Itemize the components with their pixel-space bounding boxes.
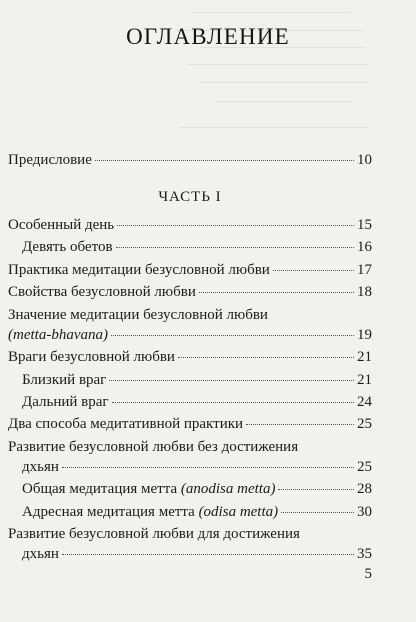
toc-entry-page: 35	[357, 546, 372, 563]
leader-dots	[178, 356, 354, 358]
toc-entry-title: Девять обетов	[22, 239, 113, 256]
leader-dots	[281, 511, 354, 513]
toc-entry-page: 28	[357, 481, 372, 498]
toc-entry-title: Предисловие	[8, 152, 92, 168]
toc-entry-line1[interactable]	[8, 437, 372, 457]
toc-entry-page: 19	[357, 326, 372, 343]
part-heading: ЧАСТЬ I	[158, 189, 222, 205]
toc-entry-page: 16	[357, 239, 372, 256]
toc-entry-title: Адресная медитация метта (odisa metta)	[22, 503, 279, 520]
leader-dots	[109, 379, 354, 381]
toc-subentry[interactable]	[8, 502, 372, 522]
toc-entry-line2[interactable]	[8, 325, 372, 345]
toc-entry-title: Особенный день	[8, 217, 115, 233]
leader-dots	[273, 269, 354, 271]
leader-dots	[111, 334, 354, 336]
toc-subentry[interactable]	[8, 370, 372, 390]
toc-entry-title: Враги безусловной любви	[8, 349, 175, 366]
toc-entry[interactable]	[8, 414, 372, 434]
toc-entry-page: 18	[357, 284, 372, 301]
toc-entry-page: 15	[357, 217, 372, 233]
leader-dots	[62, 553, 354, 555]
leader-dots	[278, 488, 354, 490]
toc-entry-line1[interactable]	[8, 524, 372, 544]
toc-entry-title: Близкий враг	[22, 371, 107, 388]
toc-entry-line2[interactable]	[8, 544, 372, 564]
toc-entry-title: Развитие безусловной любви для достижения	[8, 526, 300, 543]
toc-entry-page: 21	[357, 371, 372, 388]
leader-dots	[62, 466, 354, 468]
toc-entry-line1[interactable]	[8, 305, 372, 325]
leader-dots	[112, 401, 354, 403]
leader-dots	[95, 159, 354, 161]
toc-entry-page: 21	[357, 349, 372, 366]
toc-entry-page: 25	[357, 458, 372, 475]
toc-entry[interactable]	[8, 347, 372, 367]
toc-subentry[interactable]	[8, 392, 372, 412]
toc-entry-page: 30	[357, 503, 372, 520]
toc-entry-preface[interactable]	[8, 150, 372, 170]
table-of-contents	[8, 150, 372, 567]
toc-entry-title-continued: (metta-bhavana)	[8, 326, 108, 343]
leader-dots	[117, 224, 354, 226]
toc-entry-title: Два способа медитативной практики	[8, 416, 244, 433]
toc-entry-page: 10	[357, 152, 372, 168]
toc-entry-title: Значение медитации безусловной любви	[8, 306, 268, 323]
toc-entry-title: Развитие безусловной любви без достижения	[8, 438, 299, 455]
toc-subentry[interactable]	[8, 479, 372, 499]
toc-subentry[interactable]	[8, 237, 372, 257]
toc-entry-page: 17	[357, 261, 372, 278]
toc-entry-page: 24	[357, 393, 372, 410]
page-number: 5	[364, 566, 372, 582]
toc-entry-line2[interactable]	[8, 457, 372, 477]
toc-entry-title: Свойства безусловной любви	[8, 284, 196, 301]
toc-entry[interactable]	[8, 282, 372, 302]
toc-entry-title-continued: дхьян	[22, 546, 59, 563]
toc-entry-title: Практика медитации безусловной любви	[8, 261, 270, 278]
leader-dots	[246, 423, 354, 425]
toc-entry[interactable]	[8, 260, 372, 280]
toc-entry-page: 25	[357, 416, 372, 433]
leader-dots	[116, 246, 354, 248]
toc-entry-title: Общая медитация метта (anodisa metta)	[22, 481, 276, 498]
show-through-from-previous-page	[0, 0, 416, 140]
toc-entry-title: Дальний враг	[22, 393, 109, 410]
leader-dots	[199, 291, 354, 293]
toc-entry-title-continued: дхьян	[22, 458, 59, 475]
toc-entry[interactable]	[8, 215, 372, 235]
page-title: ОГЛАВЛЕНИЕ	[126, 24, 290, 49]
